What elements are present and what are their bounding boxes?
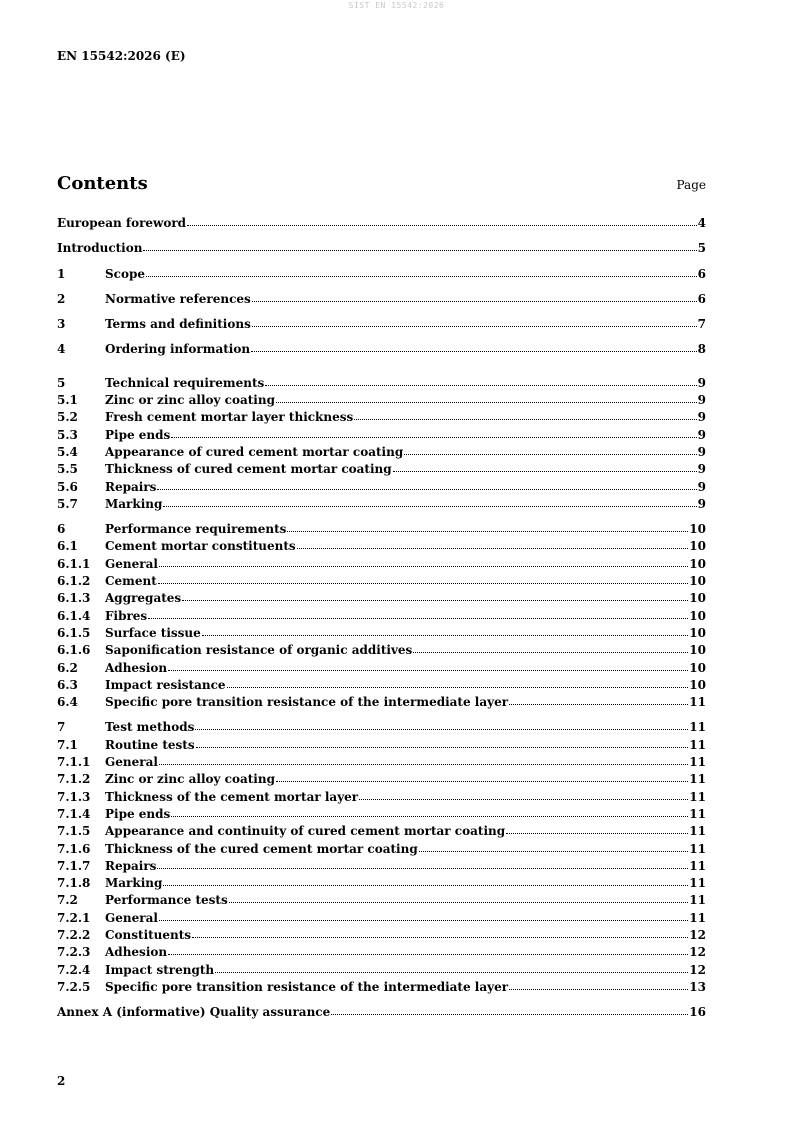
toc-leader-dots: [195, 719, 688, 731]
toc-entry-page: 9: [697, 393, 706, 408]
page-number: 2: [57, 1074, 66, 1088]
toc-entry-number: 5.3: [57, 427, 78, 442]
toc-leader-dots: [297, 538, 689, 550]
toc-leader-dots: [163, 875, 688, 887]
toc-entry-title: Test methods: [105, 720, 195, 735]
toc-entry-number: 5.6: [57, 479, 78, 494]
toc-leader-dots: [168, 660, 688, 672]
toc-entry-title: Zinc or zinc alloy coating: [105, 772, 275, 787]
toc-entry[interactable]: [57, 341, 706, 366]
toc-leader-dots: [359, 789, 688, 801]
toc-leader-dots: [143, 240, 696, 252]
toc-entry-number: 5.2: [57, 410, 78, 425]
toc-leader-dots: [287, 521, 688, 533]
page-column-label: Page: [676, 178, 706, 192]
toc-entry-number: 7.2.3: [57, 945, 91, 960]
toc-entry-page: 10: [689, 677, 706, 692]
toc-entry[interactable]: [57, 392, 706, 409]
toc-entry-page: 11: [689, 720, 706, 735]
toc-entry-page: 10: [689, 660, 706, 675]
toc-entry[interactable]: [57, 806, 706, 823]
toc-entry[interactable]: [57, 625, 706, 642]
watermark: SIST EN 15542:2026: [348, 1, 445, 10]
toc-entry-page: 11: [689, 910, 706, 925]
toc-entry-page: 12: [689, 962, 706, 977]
toc-entry-number: 7: [57, 720, 66, 735]
toc-entry[interactable]: [57, 266, 706, 291]
toc-leader-dots: [157, 858, 688, 870]
toc-entry-number: 6.1: [57, 539, 78, 554]
toc-leader-dots: [354, 409, 696, 421]
toc-entry-number: 5.4: [57, 444, 78, 459]
toc-entry-page: 10: [689, 625, 706, 640]
toc-entry-title: Saponification resistance of organic additives: [105, 643, 413, 658]
toc-entry[interactable]: [57, 910, 706, 927]
toc-entry[interactable]: [57, 944, 706, 961]
toc-entry[interactable]: [57, 1004, 706, 1029]
toc-leader-dots: [251, 341, 697, 353]
toc-entry-title: Repairs: [105, 858, 157, 873]
toc-entry[interactable]: [57, 556, 706, 573]
toc-entry-title: Performance tests: [105, 893, 228, 908]
toc-leader-dots: [146, 266, 697, 278]
toc-entry[interactable]: [57, 538, 706, 555]
toc-entry-title: Normative references: [105, 291, 251, 306]
toc-leader-dots: [331, 1004, 688, 1016]
toc-entry[interactable]: [57, 215, 706, 240]
toc-entry[interactable]: [57, 590, 706, 607]
toc-entry[interactable]: [57, 316, 706, 341]
toc-entry-page: 16: [689, 1005, 706, 1020]
toc-entry-title: Constituents: [105, 927, 192, 942]
toc-leader-dots: [413, 642, 688, 654]
toc-entry-page: 9: [697, 496, 706, 511]
toc-entry-page: 7: [697, 317, 706, 332]
toc-entry[interactable]: [57, 927, 706, 944]
toc-leader-dots: [393, 461, 697, 473]
toc-leader-dots: [157, 479, 696, 491]
toc-entry[interactable]: [57, 444, 706, 461]
toc-entry-number: 6.3: [57, 677, 78, 692]
toc-leader-dots: [148, 608, 688, 620]
toc-leader-dots: [187, 215, 697, 227]
toc-leader-dots: [202, 625, 689, 637]
toc-entry-number: 6.4: [57, 695, 78, 710]
toc-leader-dots: [276, 392, 697, 404]
toc-leader-dots: [509, 979, 688, 991]
toc-entry-number: 6: [57, 522, 66, 537]
toc-entry-title: Zinc or zinc alloy coating: [105, 393, 275, 408]
toc-entry-title: Specific pore transition resistance of the intermediate layer: [105, 695, 509, 710]
toc-entry-number: 5.5: [57, 462, 78, 477]
toc-entry[interactable]: [57, 375, 706, 392]
toc-entry-number: 6.1.6: [57, 643, 91, 658]
toc-entry-page: 11: [689, 893, 706, 908]
toc-entry-title: Marking: [105, 876, 163, 891]
toc-entry-page: 11: [689, 824, 706, 839]
toc-entry-number: 3: [57, 317, 66, 332]
toc-entry[interactable]: [57, 892, 706, 909]
toc-entry-number: 7.2.4: [57, 962, 91, 977]
toc-entry-title: Thickness of the cement mortar layer: [105, 789, 359, 804]
toc-entry-page: 9: [697, 444, 706, 459]
toc-entry[interactable]: [57, 694, 706, 711]
toc-entry-title: European foreword: [57, 216, 187, 230]
toc-entry-number: 5.1: [57, 393, 78, 408]
toc-entry-number: 6.1.3: [57, 591, 91, 606]
toc-leader-dots: [182, 590, 688, 602]
toc-entry-title: Surface tissue: [105, 625, 201, 640]
toc-entry-title: Terms and definitions: [105, 317, 251, 332]
toc-entry[interactable]: [57, 642, 706, 659]
toc-leader-dots: [215, 962, 688, 974]
toc-entry-title: Introduction: [57, 241, 143, 256]
toc-entry-page: 10: [689, 574, 706, 589]
contents-title: Contents: [57, 173, 148, 194]
toc-entry-number: 7.1: [57, 737, 78, 752]
toc-entry[interactable]: [57, 962, 706, 979]
toc-entry[interactable]: [57, 409, 706, 426]
toc-leader-dots: [276, 771, 688, 783]
toc-entry-page: 11: [689, 841, 706, 856]
toc-entry-number: 7.1.5: [57, 824, 91, 839]
toc-entry-number: 7.2: [57, 893, 78, 908]
toc-entry-number: 5: [57, 375, 66, 390]
toc-entry[interactable]: [57, 789, 706, 806]
toc-entry-number: 6.1.4: [57, 608, 91, 623]
toc-entry-page: 11: [689, 789, 706, 804]
toc-entry[interactable]: [57, 875, 706, 892]
toc-entry-title: Fresh cement mortar layer thickness: [105, 410, 354, 425]
toc-entry-number: 2: [57, 291, 66, 306]
standard-header: EN 15542:2026 (E): [57, 49, 186, 63]
toc-leader-dots: [229, 892, 689, 904]
toc-entry-page: 6: [697, 266, 706, 281]
toc-entry-number: 6.1.5: [57, 625, 91, 640]
toc-leader-dots: [192, 927, 688, 939]
toc-entry-number: 1: [57, 266, 66, 281]
toc-entry-title: Appearance and continuity of cured cement mortar coating: [105, 824, 506, 839]
toc-entry-page: 8: [697, 342, 706, 357]
toc-entry-page: 12: [689, 945, 706, 960]
toc-entry-page: 9: [697, 375, 706, 390]
toc-entry-page: 11: [689, 858, 706, 873]
toc-entry-number: 6.1.1: [57, 556, 91, 571]
toc-entry-title: Aggregates: [105, 591, 182, 606]
toc-entry-page: 11: [689, 772, 706, 787]
toc-entry-number: 6.1.2: [57, 574, 91, 589]
toc-entry[interactable]: [57, 719, 706, 736]
toc-entry-title: Appearance of cured cement mortar coating: [105, 444, 404, 459]
toc-entry[interactable]: [57, 677, 706, 694]
toc-entry-page: 4: [697, 216, 706, 230]
toc-entry-title: Adhesion: [105, 660, 168, 675]
toc-entry-title: Pipe ends: [105, 427, 171, 442]
toc-entry-title: Annex A (informative) Quality assurance: [57, 1005, 331, 1020]
toc-entry[interactable]: [57, 858, 706, 875]
toc-entry-title: Impact resistance: [105, 677, 226, 692]
toc-entry[interactable]: [57, 496, 706, 513]
toc-entry-title: Adhesion: [105, 945, 168, 960]
toc-entry[interactable]: [57, 841, 706, 858]
toc-entry[interactable]: [57, 240, 706, 265]
toc-entry-number: 7.2.2: [57, 927, 91, 942]
toc-entry[interactable]: [57, 521, 706, 538]
toc-entry-page: 5: [697, 241, 706, 256]
toc-entry-number: 7.1.1: [57, 755, 91, 770]
toc-entry[interactable]: [57, 291, 706, 316]
toc-entry-title: Ordering information: [105, 342, 251, 357]
toc-entry-page: 9: [697, 410, 706, 425]
toc-entry-title: Cement: [105, 574, 157, 589]
toc-leader-dots: [168, 944, 688, 956]
toc-entry[interactable]: [57, 479, 706, 496]
toc-leader-dots: [252, 316, 697, 328]
toc-entry-number: 5.7: [57, 496, 78, 511]
toc-leader-dots: [509, 694, 688, 706]
toc-entry-number: 7.2.1: [57, 910, 91, 925]
toc-entry-page: 13: [689, 979, 706, 994]
toc-leader-dots: [171, 427, 696, 439]
toc-leader-dots: [404, 444, 696, 456]
toc-leader-dots: [159, 910, 688, 922]
toc-entry-title: Routine tests: [105, 737, 195, 752]
toc-leader-dots: [196, 737, 689, 749]
toc-entry-title: Performance requirements: [105, 522, 287, 537]
toc-entry-page: 10: [689, 556, 706, 571]
toc-entry[interactable]: [57, 754, 706, 771]
toc-entry[interactable]: [57, 737, 706, 754]
toc-leader-dots: [419, 841, 689, 853]
toc-entry-page: 9: [697, 479, 706, 494]
toc-entry-title: Specific pore transition resistance of the intermediate layer: [105, 979, 509, 994]
toc-entry[interactable]: [57, 823, 706, 840]
toc-leader-dots: [252, 291, 697, 303]
toc-entry-title: General: [105, 755, 158, 770]
toc-entry-title: Thickness of the cured cement mortar coating: [105, 841, 418, 856]
toc-leader-dots: [171, 806, 688, 818]
toc-entry-page: 11: [689, 695, 706, 710]
toc-entry[interactable]: [57, 660, 706, 677]
toc-entry-page: 9: [697, 427, 706, 442]
toc-entry-page: 10: [689, 522, 706, 537]
toc-entry[interactable]: [57, 573, 706, 590]
toc-leader-dots: [163, 496, 696, 508]
toc-leader-dots: [227, 677, 689, 689]
toc-entry-title: Cement mortar constituents: [105, 539, 296, 554]
toc-entry-number: 4: [57, 342, 66, 357]
toc-entry-number: 7.1.7: [57, 858, 91, 873]
toc-entry-number: 7.2.5: [57, 979, 91, 994]
toc-leader-dots: [159, 556, 688, 568]
toc-entry-number: 7.1.2: [57, 772, 91, 787]
toc-entry-number: 7.1.3: [57, 789, 91, 804]
table-of-contents: [57, 215, 706, 1029]
toc-entry-page: 10: [689, 539, 706, 554]
toc-entry[interactable]: [57, 979, 706, 996]
toc-entry-number: 7.1.6: [57, 841, 91, 856]
toc-entry-title: Impact strength: [105, 962, 215, 977]
toc-entry-number: 6.2: [57, 660, 78, 675]
toc-entry-page: 12: [689, 927, 706, 942]
toc-entry-page: 10: [689, 591, 706, 606]
toc-entry-page: 10: [689, 643, 706, 658]
toc-entry-page: 11: [689, 737, 706, 752]
toc-entry-title: Thickness of cured cement mortar coating: [105, 462, 392, 477]
toc-entry-page: 11: [689, 876, 706, 891]
toc-entry-page: 10: [689, 608, 706, 623]
toc-entry-page: 11: [689, 755, 706, 770]
toc-entry-number: 7.1.4: [57, 806, 91, 821]
toc-entry-title: Marking: [105, 496, 163, 511]
toc-entry-title: Repairs: [105, 479, 157, 494]
toc-entry[interactable]: [57, 427, 706, 444]
toc-leader-dots: [265, 375, 696, 387]
toc-leader-dots: [159, 754, 688, 766]
toc-leader-dots: [158, 573, 689, 585]
toc-entry-page: 9: [697, 462, 706, 477]
toc-entry-title: General: [105, 910, 158, 925]
toc-entry-number: 7.1.8: [57, 876, 91, 891]
toc-entry-title: Scope: [105, 266, 146, 281]
toc-entry-title: Pipe ends: [105, 806, 171, 821]
toc-entry-page: 6: [697, 291, 706, 306]
toc-entry-title: Technical requirements: [105, 375, 265, 390]
toc-entry-title: Fibres: [105, 608, 148, 623]
toc-entry-title: General: [105, 556, 158, 571]
toc-entry[interactable]: [57, 771, 706, 788]
toc-entry[interactable]: [57, 461, 706, 478]
toc-leader-dots: [506, 823, 688, 835]
toc-entry[interactable]: [57, 608, 706, 625]
toc-entry-page: 11: [689, 806, 706, 821]
